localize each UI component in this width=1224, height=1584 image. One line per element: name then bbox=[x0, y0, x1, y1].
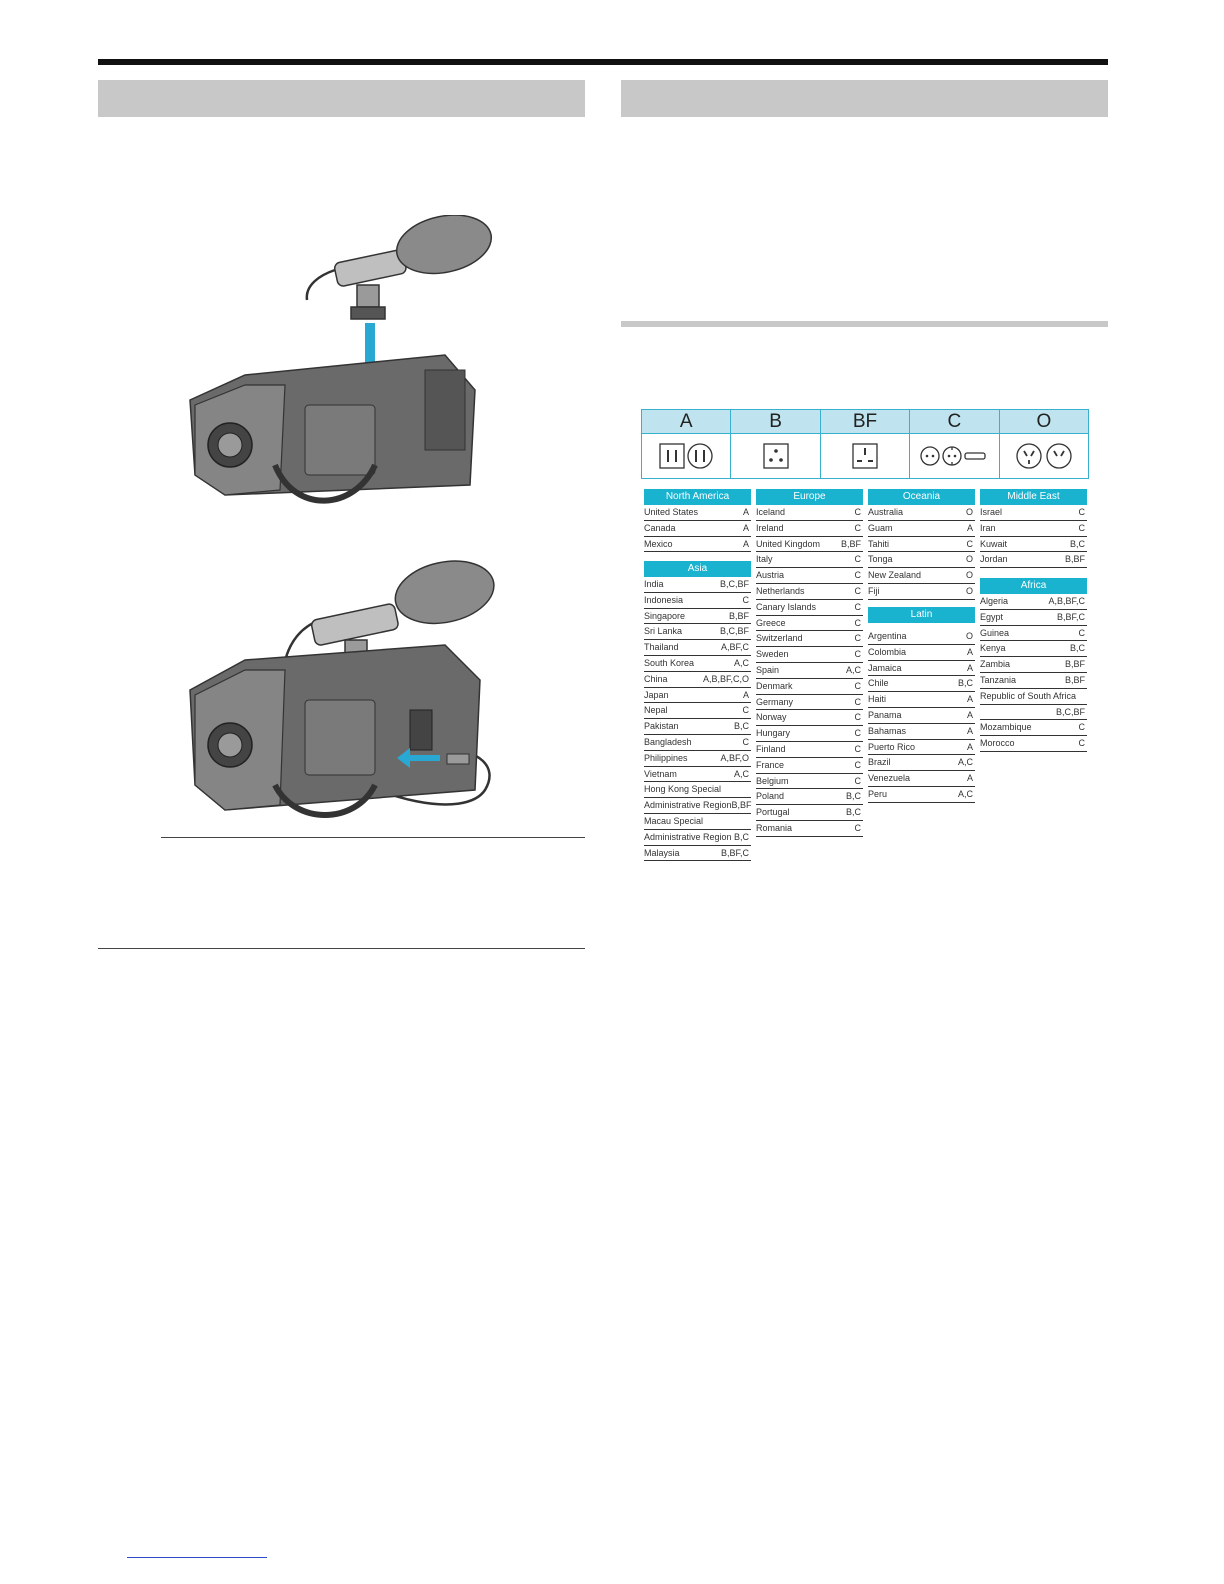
plug-types: A,BF,C bbox=[720, 642, 749, 653]
plug-types: B,BF bbox=[731, 800, 752, 811]
plug-types: A,C bbox=[957, 757, 973, 768]
plug-type-label: A bbox=[642, 410, 731, 433]
country-name: Tonga bbox=[868, 554, 893, 565]
country-name: Guinea bbox=[980, 627, 1010, 638]
plug-types: C bbox=[742, 594, 749, 605]
country-row bbox=[756, 821, 863, 837]
country-name: China bbox=[644, 673, 668, 684]
microphone-cable-illustration bbox=[185, 560, 505, 825]
region-title: Asia bbox=[644, 561, 751, 577]
country-name: Philippines bbox=[644, 752, 688, 763]
country-name: Argentina bbox=[868, 631, 907, 641]
country-name: Singapore bbox=[644, 610, 686, 621]
country-name: United States bbox=[644, 507, 699, 517]
country-row bbox=[756, 584, 863, 600]
country-name: Malaysia bbox=[644, 847, 680, 858]
plug-types bbox=[749, 814, 751, 829]
country-name: Austria bbox=[756, 570, 785, 581]
country-name: Tanzania bbox=[980, 674, 1017, 685]
country-name: Canada bbox=[644, 522, 676, 533]
country-name: Algeria bbox=[980, 596, 1009, 606]
plug-type-label: C bbox=[910, 410, 999, 433]
country-row bbox=[644, 593, 751, 609]
plug-types: C bbox=[966, 538, 973, 549]
left-section-heading-bar bbox=[98, 80, 585, 117]
country-name: Colombia bbox=[868, 646, 907, 657]
plug-types: B,C,BF bbox=[719, 626, 749, 637]
plug-types: B,C bbox=[845, 807, 861, 818]
plug-types: B,BF bbox=[1064, 674, 1085, 685]
country-row bbox=[868, 552, 975, 568]
plug-type-bf-icon bbox=[821, 434, 910, 478]
plug-types: B,BF bbox=[1064, 554, 1085, 565]
country-row bbox=[644, 577, 751, 593]
plug-types: A bbox=[966, 773, 973, 784]
country-row bbox=[644, 703, 751, 719]
country-name: Egypt bbox=[980, 611, 1004, 622]
country-name: Australia bbox=[868, 507, 904, 517]
country-name: Administrative Region bbox=[644, 831, 732, 842]
plug-types: B,C bbox=[957, 678, 973, 689]
plug-types: C bbox=[854, 775, 861, 786]
country-row bbox=[756, 758, 863, 774]
country-row bbox=[644, 505, 751, 521]
plug-types: A bbox=[966, 709, 973, 720]
plug-type-o-icon bbox=[1000, 434, 1088, 478]
country-name: Republic of South Africa bbox=[980, 690, 1077, 701]
region-rows bbox=[868, 505, 975, 600]
country-name: Nepal bbox=[644, 705, 668, 716]
plug-type-label: O bbox=[1036, 411, 1052, 432]
plug-types: A,C bbox=[957, 788, 973, 799]
plug-types bbox=[1085, 689, 1087, 704]
plug-types: A bbox=[966, 725, 973, 736]
country-name: Venezuela bbox=[868, 773, 911, 784]
country-name: Jordan bbox=[980, 554, 1008, 565]
plug-types: B,BF bbox=[840, 538, 861, 549]
footer-link-underline[interactable] bbox=[127, 1557, 267, 1558]
country-name: Haiti bbox=[868, 694, 887, 705]
country-row bbox=[644, 798, 751, 814]
country-row bbox=[756, 505, 863, 521]
country-row bbox=[756, 774, 863, 790]
country-row bbox=[980, 626, 1087, 642]
country-name: Zambia bbox=[980, 659, 1011, 670]
country-row bbox=[868, 537, 975, 553]
region-title: Africa bbox=[980, 578, 1087, 594]
country-row bbox=[644, 719, 751, 735]
plug-types: C bbox=[854, 743, 861, 754]
plug-types: C bbox=[1078, 522, 1085, 533]
country-name: Panama bbox=[868, 709, 902, 720]
country-row bbox=[868, 755, 975, 771]
country-row bbox=[980, 657, 1087, 673]
country-name: Puerto Rico bbox=[868, 741, 916, 752]
country-row bbox=[756, 710, 863, 726]
region-rows bbox=[980, 505, 1087, 568]
country-name: Mozambique bbox=[980, 722, 1032, 733]
country-name: United Kingdom bbox=[756, 538, 821, 549]
country-row bbox=[868, 740, 975, 756]
plug-type-a-icon bbox=[642, 434, 731, 478]
country-name: Greece bbox=[756, 617, 786, 628]
plug-types: C bbox=[854, 522, 861, 533]
country-name: Brazil bbox=[868, 757, 891, 768]
country-name: Morocco bbox=[980, 738, 1015, 749]
region-middle-east bbox=[980, 489, 1087, 568]
country-row bbox=[644, 656, 751, 672]
country-row bbox=[868, 568, 975, 584]
plug-types: B,C,BF bbox=[1055, 706, 1085, 717]
country-row bbox=[980, 521, 1087, 537]
country-row bbox=[756, 600, 863, 616]
country-name: Switzerland bbox=[756, 633, 803, 644]
plug-type-icon-row bbox=[642, 433, 1088, 478]
plug-types: A bbox=[742, 507, 749, 517]
plug-types: C bbox=[854, 822, 861, 833]
country-name: Israel bbox=[980, 507, 1003, 517]
plug-type-b-icon bbox=[731, 434, 820, 478]
plug-types: C bbox=[854, 554, 861, 565]
plug-types: O bbox=[965, 554, 973, 565]
region-title: Latin bbox=[868, 607, 975, 623]
country-name: Norway bbox=[756, 712, 787, 723]
country-name: Denmark bbox=[756, 680, 793, 691]
region-africa bbox=[980, 578, 1087, 752]
country-row bbox=[756, 726, 863, 742]
plug-types: B,C,BF bbox=[719, 579, 749, 589]
plug-types: A,BF,O bbox=[720, 752, 749, 763]
plug-types: C bbox=[854, 759, 861, 770]
country-row bbox=[644, 624, 751, 640]
plug-types: O bbox=[965, 631, 973, 641]
region-rows bbox=[980, 594, 1087, 752]
country-name: Hungary bbox=[756, 728, 791, 739]
plug-types: C bbox=[742, 705, 749, 716]
region-latin bbox=[868, 607, 975, 803]
plug-types: O bbox=[965, 570, 973, 581]
country-row bbox=[644, 846, 751, 862]
plug-types: C bbox=[854, 507, 861, 517]
country-row bbox=[644, 830, 751, 846]
plug-types: A bbox=[742, 522, 749, 533]
region-oceania bbox=[868, 489, 975, 600]
plug-types: B,BF,C bbox=[720, 847, 749, 858]
country-name: Sweden bbox=[756, 649, 789, 660]
country-row bbox=[756, 679, 863, 695]
plug-types: B,C bbox=[1069, 538, 1085, 549]
country-row bbox=[756, 537, 863, 553]
country-name: Kuwait bbox=[980, 538, 1008, 549]
plug-types: B,BF,C bbox=[1056, 611, 1085, 622]
country-row bbox=[868, 724, 975, 740]
plug-type-table bbox=[641, 409, 1089, 479]
country-name: Portugal bbox=[756, 807, 790, 818]
country-row bbox=[868, 708, 975, 724]
country-row bbox=[980, 505, 1087, 521]
right-section-heading-bar bbox=[621, 80, 1108, 117]
country-name: Peru bbox=[868, 788, 888, 799]
plug-type-label: B bbox=[731, 410, 820, 433]
country-name: Poland bbox=[756, 791, 785, 802]
country-row bbox=[980, 705, 1087, 721]
country-row bbox=[868, 645, 975, 661]
country-row bbox=[756, 647, 863, 663]
plug-type-label: BF bbox=[821, 410, 910, 433]
plug-types: A bbox=[966, 662, 973, 673]
country-row bbox=[980, 537, 1087, 553]
country-row bbox=[980, 610, 1087, 626]
region-rows bbox=[644, 505, 751, 552]
country-name: Hong Kong Special bbox=[644, 784, 722, 795]
microphone-mount-illustration bbox=[185, 215, 505, 510]
country-row bbox=[868, 787, 975, 803]
country-name: Chile bbox=[868, 678, 889, 689]
country-name: Italy bbox=[756, 554, 773, 565]
plug-types: A bbox=[966, 741, 973, 752]
country-name: Ireland bbox=[756, 522, 784, 533]
plug-type-header-row bbox=[642, 410, 1088, 433]
country-row bbox=[644, 672, 751, 688]
plug-types: B,C bbox=[733, 721, 749, 732]
region-rows bbox=[756, 505, 863, 837]
country-name: Romania bbox=[756, 822, 793, 833]
plug-types: C bbox=[854, 633, 861, 644]
region-rows bbox=[868, 629, 975, 803]
plug-types: O bbox=[965, 585, 973, 596]
country-row bbox=[756, 552, 863, 568]
plug-types bbox=[749, 782, 751, 797]
country-row bbox=[868, 584, 975, 600]
plug-types: A bbox=[966, 646, 973, 657]
plug-types: C bbox=[854, 728, 861, 739]
header-rule bbox=[98, 59, 1108, 65]
country-row bbox=[980, 720, 1087, 736]
country-name: Mexico bbox=[644, 538, 673, 549]
country-row bbox=[868, 629, 975, 645]
region-title: North America bbox=[644, 489, 751, 505]
country-name: Vietnam bbox=[644, 768, 677, 779]
plug-types: C bbox=[1078, 627, 1085, 638]
country-row bbox=[868, 771, 975, 787]
country-name: Guam bbox=[868, 522, 893, 533]
country-name: Administrative Region bbox=[644, 800, 732, 811]
country-row bbox=[644, 688, 751, 704]
country-row bbox=[756, 805, 863, 821]
country-row bbox=[980, 736, 1087, 752]
country-name: Iceland bbox=[756, 507, 786, 517]
plug-types: O bbox=[965, 507, 973, 517]
country-row bbox=[756, 663, 863, 679]
country-row bbox=[756, 742, 863, 758]
country-name: Jamaica bbox=[868, 662, 902, 673]
country-row bbox=[756, 568, 863, 584]
country-name: Thailand bbox=[644, 642, 679, 653]
country-row bbox=[644, 814, 751, 830]
plug-types: A bbox=[742, 538, 749, 549]
country-row bbox=[644, 640, 751, 656]
country-name: Kenya bbox=[980, 643, 1006, 654]
country-name: Canary Islands bbox=[756, 601, 817, 612]
country-row bbox=[756, 616, 863, 632]
plug-types: C bbox=[742, 736, 749, 747]
plug-types: C bbox=[854, 617, 861, 628]
region-title: Europe bbox=[756, 489, 863, 505]
plug-types: B,C bbox=[845, 791, 861, 802]
plug-types: C bbox=[854, 585, 861, 596]
country-name: South Korea bbox=[644, 657, 695, 668]
country-name: India bbox=[644, 579, 664, 589]
plug-types: C bbox=[854, 601, 861, 612]
subsection-bar bbox=[621, 321, 1108, 327]
country-row bbox=[644, 735, 751, 751]
plug-types: C bbox=[1078, 507, 1085, 517]
country-name: Tahiti bbox=[868, 538, 890, 549]
country-row bbox=[644, 521, 751, 537]
country-row bbox=[756, 789, 863, 805]
country-row bbox=[644, 751, 751, 767]
plug-types: C bbox=[854, 712, 861, 723]
country-name: Netherlands bbox=[756, 585, 805, 596]
country-name: Japan bbox=[644, 689, 669, 700]
country-row bbox=[980, 689, 1087, 705]
plug-types: A bbox=[966, 522, 973, 533]
country-row bbox=[868, 692, 975, 708]
country-name: Spain bbox=[756, 664, 780, 675]
plug-types: A,B,BF,C bbox=[1048, 596, 1085, 606]
country-name: Sri Lanka bbox=[644, 626, 683, 637]
plug-types: C bbox=[854, 570, 861, 581]
country-row bbox=[868, 505, 975, 521]
plug-types: C bbox=[854, 680, 861, 691]
country-row bbox=[980, 673, 1087, 689]
plug-types: B,BF bbox=[728, 610, 749, 621]
country-name: Fiji bbox=[868, 585, 880, 596]
country-name: Iran bbox=[980, 522, 996, 533]
plug-types: A bbox=[742, 689, 749, 700]
country-name: New Zealand bbox=[868, 570, 922, 581]
plug-types: B,BF bbox=[1064, 659, 1085, 670]
country-name: Germany bbox=[756, 696, 794, 707]
country-name: Macau Special bbox=[644, 815, 704, 826]
plug-types: C bbox=[854, 696, 861, 707]
note-rule-top bbox=[161, 837, 585, 838]
country-row bbox=[756, 521, 863, 537]
plug-types: A,B,BF,C,O bbox=[702, 673, 749, 684]
country-name: Bahamas bbox=[868, 725, 907, 736]
plug-type-c-icon bbox=[910, 434, 999, 478]
plug-types: A,C bbox=[733, 768, 749, 779]
region-asia bbox=[644, 561, 751, 861]
country-name: France bbox=[756, 759, 785, 770]
plug-types: A,C bbox=[733, 657, 749, 668]
country-row bbox=[756, 631, 863, 647]
note-rule-bottom bbox=[98, 948, 585, 949]
country-row bbox=[756, 695, 863, 711]
country-row bbox=[980, 594, 1087, 610]
country-row bbox=[868, 676, 975, 692]
country-name: Indonesia bbox=[644, 594, 684, 605]
country-name: Pakistan bbox=[644, 721, 679, 732]
country-name: Bangladesh bbox=[644, 736, 692, 747]
plug-types: B,C bbox=[1069, 643, 1085, 654]
plug-types: B,C bbox=[733, 831, 749, 842]
plug-types: C bbox=[1078, 738, 1085, 749]
country-row bbox=[644, 767, 751, 783]
plug-types: A,C bbox=[845, 664, 861, 675]
region-title: Oceania bbox=[868, 489, 975, 505]
plug-types: A bbox=[966, 694, 973, 705]
country-row bbox=[644, 537, 751, 553]
region-rows bbox=[644, 577, 751, 861]
country-row bbox=[980, 641, 1087, 657]
country-row bbox=[980, 552, 1087, 568]
country-name: Finland bbox=[756, 743, 786, 754]
plug-types: C bbox=[854, 649, 861, 660]
plug-types: C bbox=[1078, 722, 1085, 733]
region-title: Middle East bbox=[980, 489, 1087, 505]
country-name: Belgium bbox=[756, 775, 789, 786]
country-row bbox=[868, 661, 975, 677]
country-row bbox=[644, 782, 751, 798]
region-europe bbox=[756, 489, 863, 837]
region-north-america bbox=[644, 489, 751, 552]
country-row bbox=[644, 609, 751, 625]
country-row bbox=[868, 521, 975, 537]
